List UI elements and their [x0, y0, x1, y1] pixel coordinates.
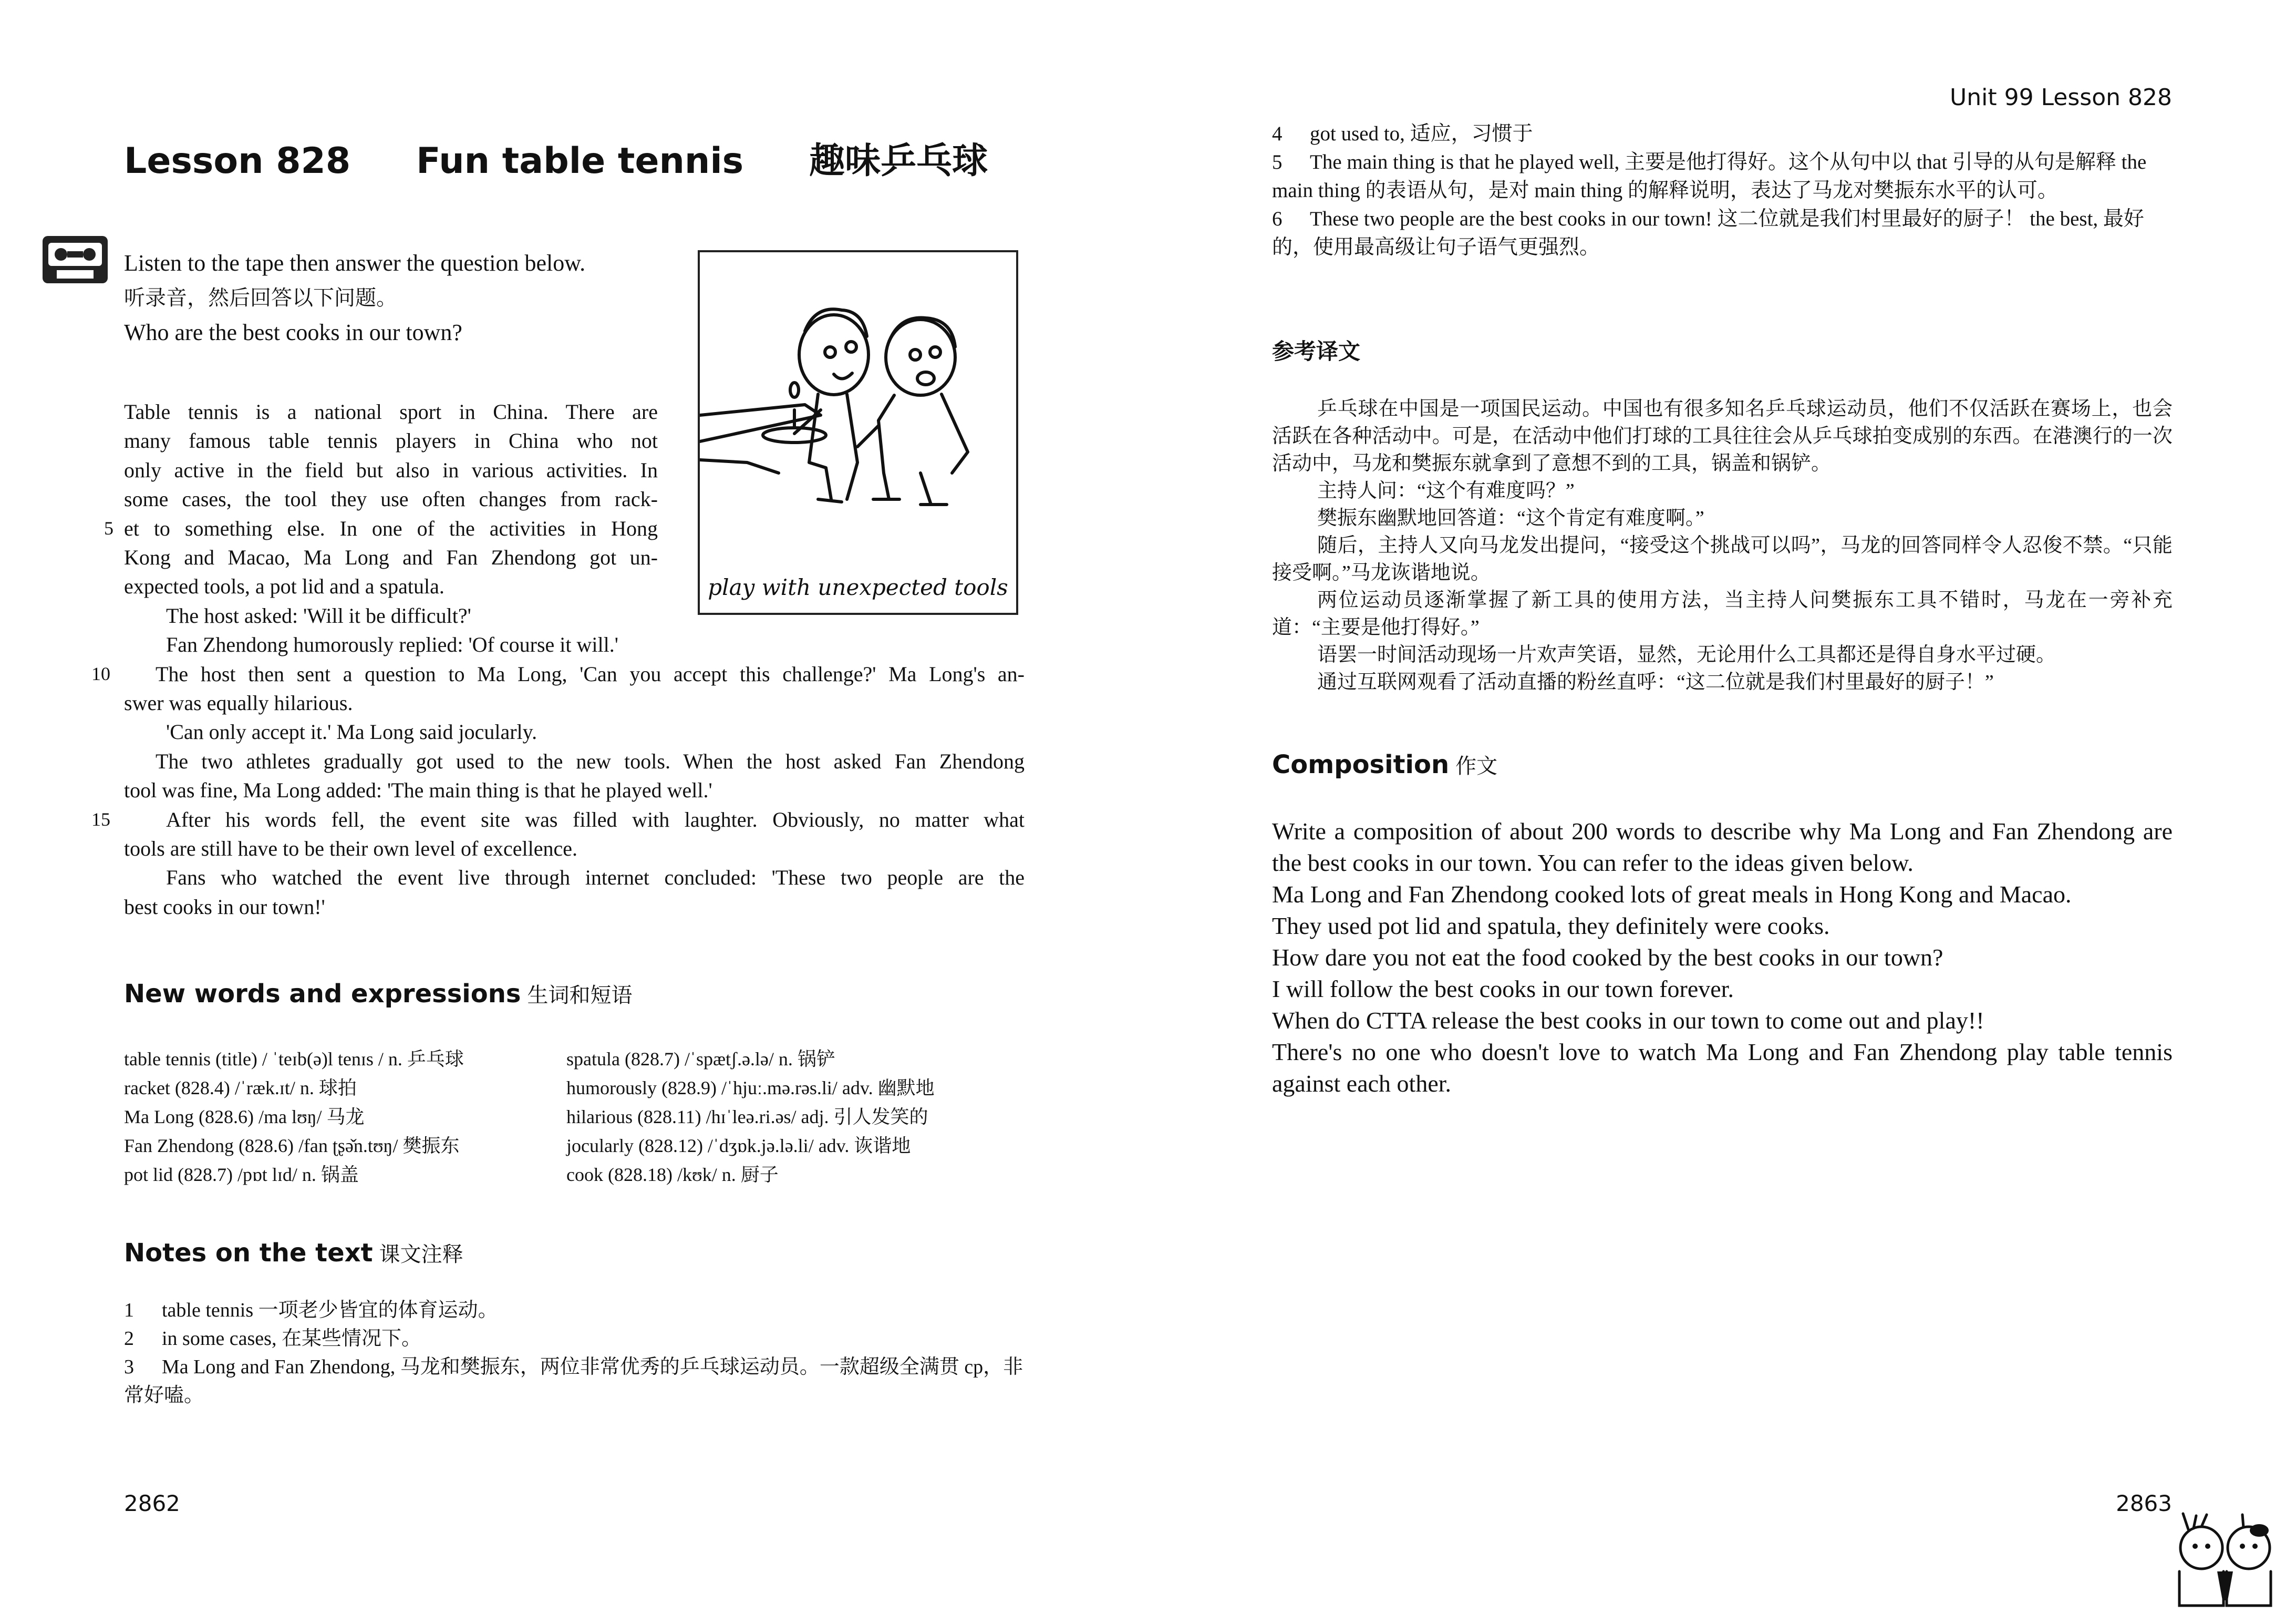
translation-paragraph: 两位运动员逐渐掌握了新工具的使用方法，当主持人问樊振东工具不错时，马龙在一旁补充道：“主要是他打得好。”: [1272, 589, 2173, 639]
vocab-item: Ma Long (828.6) /ma lʊŋ/ 马龙: [124, 1106, 365, 1127]
lesson-number: Lesson 828: [124, 140, 351, 182]
passage-line: many famous table tennis players in China who not: [124, 429, 658, 453]
unit-lesson-header: Unit 99 Lesson 828: [1950, 84, 2172, 111]
reference-translation: [1272, 395, 2173, 696]
lesson-title-chinese: 趣味乒乓球: [809, 140, 988, 182]
new-words-heading-english: New words and expressions: [124, 979, 521, 1009]
composition-line: Write a composition of about 200 words to describe why Ma Long and Fan Zhendong are the best cooks in our town. You can refer to the ideas given below.: [1272, 818, 2173, 876]
notes-heading: [124, 1238, 463, 1268]
lesson-illustration: [698, 250, 1018, 615]
vocab-item: table tennis (title) / ˈteɪb(ə)l tenɪs / n. 乒乓球: [124, 1048, 464, 1070]
vocab-item: jocularly (828.12) /ˈdʒɒk.jə.lə.li/ adv. 诙谐地: [566, 1135, 911, 1156]
lesson-title: [124, 132, 988, 183]
notes-list: [124, 1296, 1025, 1410]
translation-paragraph: 语罢一时间活动现场一片欢声笑语，显然，无论用什么工具都还是得自身水平过硬。: [1317, 644, 2056, 666]
passage-line: tool was fine, Ma Long added: 'The main thing is that he played well.': [124, 778, 712, 803]
page-number-left: 2862: [124, 1490, 180, 1516]
composition-prompt: [1272, 816, 2173, 1099]
passage-line: best cooks in our town!': [124, 895, 325, 919]
vocab-column-1: [124, 1045, 464, 1189]
passage-line: Table tennis is a national sport in China. There are: [124, 400, 658, 424]
illustration-caption: play with unexpected tools: [708, 574, 1008, 600]
note-item: 4 got used to, 适应，习惯于: [1272, 122, 1533, 145]
passage-line: swer was equally hilarious.: [124, 691, 353, 715]
note-item: 6 These two people are the best cooks in our town! 这二位就是我们村里最好的厨子！ the best, 最好的，使用最高级让句子语气更强烈。: [1272, 208, 2144, 259]
note-item: 3 Ma Long and Fan Zhendong, 马龙和樊振东，两位非常优秀的乒乓球运动员。一款超级全满贯 cp，非常好嗑。: [124, 1356, 1023, 1406]
passage-line: After his words fell, the event site was filled with laughter. Obviously, no matter what: [166, 807, 1025, 831]
passage-line: et to something else. In one of the activities in Hong: [124, 516, 658, 540]
composition-line: They used pot lid and spatula, they definitely were cooks.: [1272, 912, 1830, 939]
mascot-logo-icon: [2165, 1508, 2285, 1608]
vocab-item: humorously (828.9) /ˈhjuː.mə.rəs.li/ adv. 幽默地: [566, 1077, 935, 1098]
passage-line: The host asked: 'Will it be difficult?': [166, 603, 471, 628]
passage-line: Fan Zhendong humorously replied: 'Of course it will.': [166, 633, 618, 657]
vocab-item: cook (828.18) /kʊk/ n. 厨子: [566, 1164, 779, 1185]
instruction-english: Listen to the tape then answer the question below.: [124, 250, 586, 276]
composition-line: There's no one who doesn't love to watch Ma Long and Fan Zhendong play table tennis against each other.: [1272, 1039, 2173, 1097]
composition-line: Ma Long and Fan Zhendong cooked lots of great meals in Hong Kong and Macao.: [1272, 881, 2072, 908]
vocab-column-2: [566, 1045, 935, 1189]
lesson-title-english: Fun table tennis: [416, 140, 744, 182]
line-number: 10: [91, 663, 110, 684]
right-page: [1148, 0, 2296, 1614]
note-item: 2 in some cases, 在某些情况下。: [124, 1328, 421, 1350]
passage-line: some cases, the tool they use often changes from rack-: [124, 487, 658, 511]
vocab-item: racket (828.4) /ˈræk.ɪt/ n. 球拍: [124, 1077, 357, 1098]
translation-paragraph: 樊振东幽默地回答道：“这个肯定有难度啊。”: [1317, 507, 1704, 529]
line-number: 5: [104, 517, 113, 539]
comprehension-question: Who are the best cooks in our town?: [124, 320, 462, 345]
composition-heading-chinese: 作文: [1455, 754, 1498, 778]
players-cartoon-image: [700, 252, 1016, 547]
passage-line: Fans who watched the event live through internet concluded: 'These two people are the: [166, 866, 1025, 890]
note-item: 5 The main thing is that he played well, 主要是他打得好。这个从句中以 that 引导的从句是解释 the main thing 的表语从句，是对 main thing 的解释说明，表达了马龙对樊振东水平的认可。: [1272, 151, 2147, 202]
passage-line: only active in the field but also in various activities. In: [124, 458, 658, 482]
notes-heading-english: Notes on the text: [124, 1238, 373, 1268]
page-number-right: 2863: [2116, 1490, 2172, 1516]
composition-heading-english: Composition: [1272, 750, 1450, 779]
vocab-item: hilarious (828.11) /hɪˈleə.ri.əs/ adj. 引人发笑的: [566, 1106, 928, 1127]
vocab-item: Fan Zhendong (828.6) /fan ʈʂə̌n.tʊŋ/ 樊振东: [124, 1135, 460, 1156]
new-words-heading-chinese: 生词和短语: [527, 983, 633, 1008]
composition-line: When do CTTA release the best cooks in our town to come out and play!!: [1272, 1007, 1984, 1034]
note-item: 1 table tennis 一项老少皆宜的体育运动。: [124, 1299, 498, 1321]
passage-line: 'Can only accept it.' Ma Long said jocularly.: [166, 720, 537, 744]
cassette-tape-icon: [41, 234, 109, 285]
line-number: 15: [91, 808, 110, 830]
instruction-chinese: 听录音，然后回答以下问题。: [124, 286, 397, 310]
notes-heading-chinese: 课文注释: [379, 1242, 463, 1267]
passage-line: Kong and Macao, Ma Long and Fan Zhendong got un-: [124, 546, 658, 569]
translation-paragraph: 主持人问：“这个有难度吗？”: [1317, 480, 1575, 502]
vocab-item: spatula (828.7) /ˈspætʃ.ə.lə/ n. 锅铲: [566, 1048, 835, 1070]
listening-instructions: [124, 246, 655, 350]
composition-line: How dare you not eat the food cooked by the best cooks in our town?: [1272, 944, 1943, 971]
passage-line: The two athletes gradually got used to the new tools. When the host asked Fan Zhendong: [156, 749, 1025, 773]
passage-line: The host then sent a question to Ma Long, 'Can you accept this challenge?' Ma Long's an-: [156, 662, 1025, 686]
composition-line: I will follow the best cooks in our town forever.: [1272, 975, 1734, 1002]
notes-continued: [1272, 120, 2173, 262]
new-words-heading: [124, 979, 632, 1009]
vocab-item: pot lid (828.7) /pɒt lɪd/ n. 锅盖: [124, 1164, 359, 1185]
passage-line: tools are still have to be their own level of excellence.: [124, 837, 578, 860]
passage-line: expected tools, a pot lid and a spatula.: [124, 574, 444, 599]
composition-heading: [1272, 749, 1497, 779]
translation-paragraph: 通过互联网观看了活动直播的粉丝直呼：“这二位就是我们村里最好的厨子！”: [1317, 671, 1994, 693]
translation-paragraph: 随后，主持人又向马龙发出提问，“接受这个挑战可以吗”，马龙的回答同样令人忍俊不禁。“只能接受啊。”马龙诙谐地说。: [1272, 534, 2173, 584]
translation-heading: 参考译文: [1272, 338, 1361, 364]
translation-paragraph: 乒乓球在中国是一项国民运动。中国也有很多知名乒乓球运动员，他们不仅活跃在赛场上，也会活跃在各种活动中。可是，在活动中他们打球的工具往往会从乒乓球拍变成别的东西。在港澳行的一次活动中，马龙和樊振东就拿到了意想不到的工具，锅盖和锅铲。: [1272, 398, 2173, 475]
